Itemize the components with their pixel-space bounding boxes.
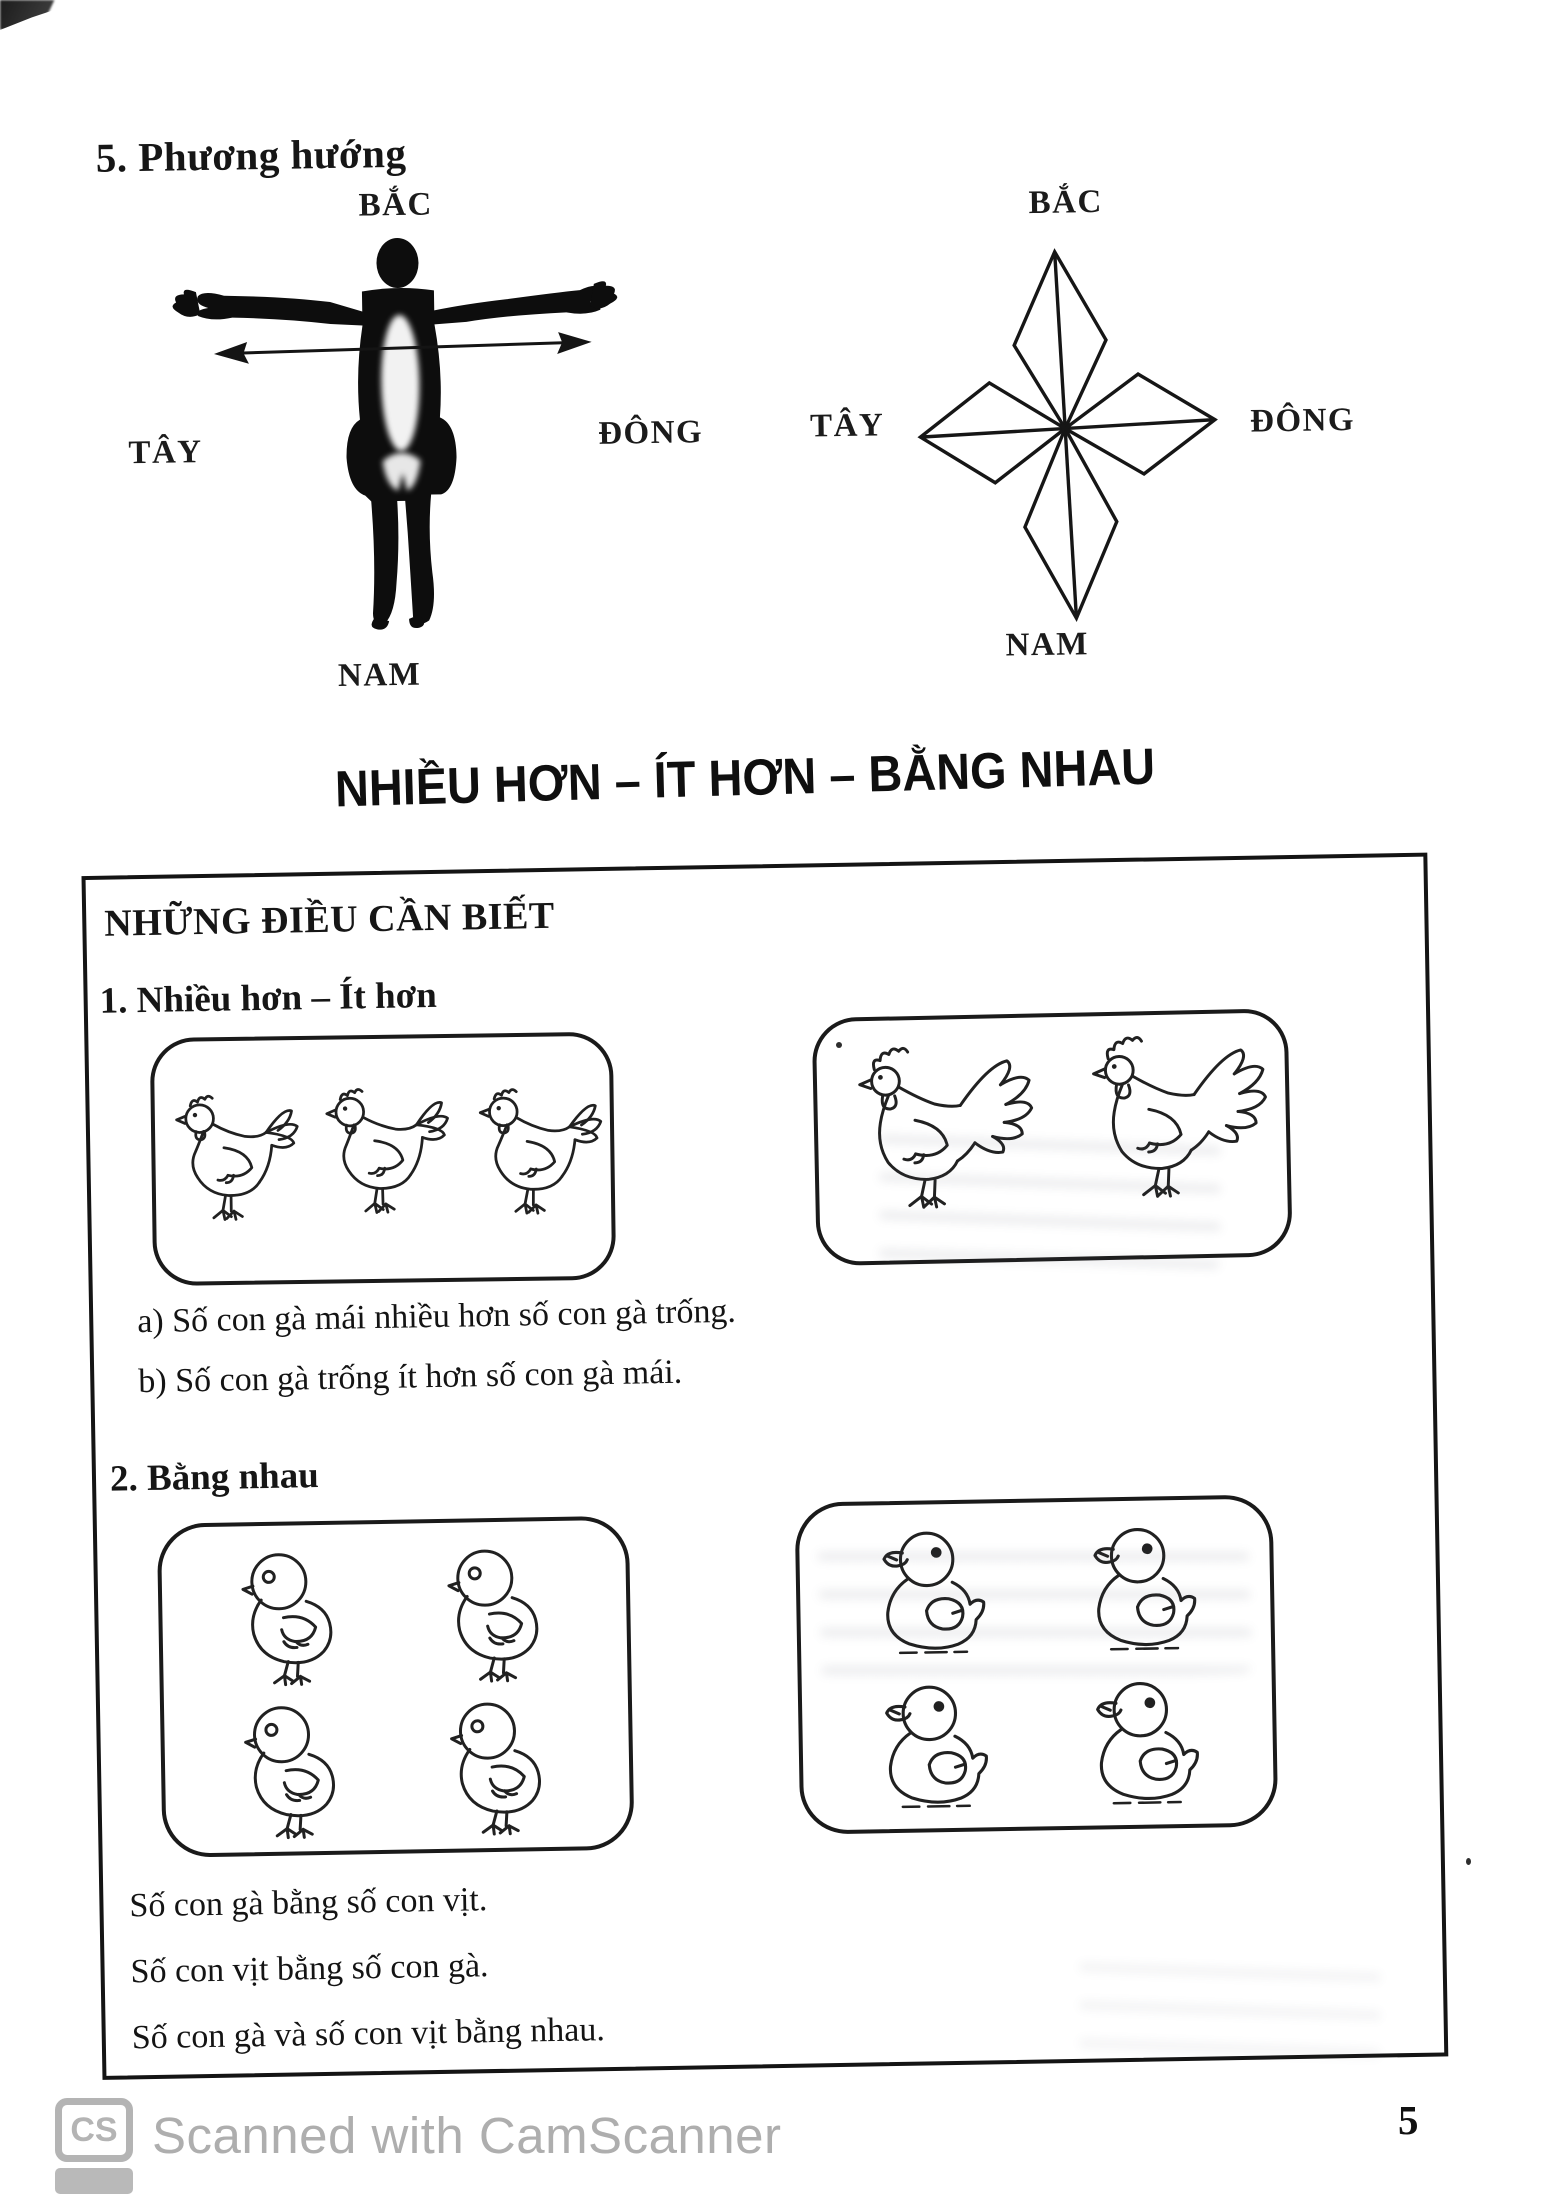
- chick-illustration: [435, 1536, 559, 1680]
- things-to-know-box: [81, 853, 1448, 2080]
- camscanner-icon: [55, 2098, 133, 2162]
- section2-heading: 2. Bằng nhau: [109, 1455, 320, 1500]
- scan-speck: [1466, 1858, 1471, 1865]
- body-east-label: ĐÔNG: [597, 414, 704, 452]
- section1-heading: 1. Nhiều hơn – Ít hơn: [99, 974, 438, 1022]
- chicks-picture-box: [157, 1516, 635, 1858]
- body-west-label: TÂY: [128, 434, 203, 472]
- camscanner-icon-letters: CS: [70, 2110, 118, 2149]
- chick-illustration: [229, 1540, 353, 1684]
- ink-bleed-smudge: [880, 1120, 1220, 1270]
- statement-equal-1: Số con gà bằng số con vịt.: [129, 1881, 488, 1925]
- scan-corner-artifact: [0, 0, 84, 30]
- scan-speck: [836, 1042, 842, 1048]
- camscanner-icon-base: [55, 2168, 133, 2194]
- hens-picture-box: [150, 1032, 616, 1286]
- body-north-label: BẮC: [358, 186, 434, 224]
- ink-bleed-smudge: [1080, 1950, 1380, 2060]
- directions-section: [65, 104, 1494, 736]
- human-figure-diagram: [165, 230, 611, 637]
- hen-illustration: [312, 1077, 455, 1231]
- hen-illustration: [161, 1085, 301, 1237]
- chick-illustration: [438, 1689, 562, 1833]
- hen-illustration: [465, 1080, 604, 1230]
- statement-equal-3: Số con gà và số con vịt bằng nhau.: [131, 2011, 606, 2057]
- chick-illustration: [232, 1693, 356, 1837]
- statement-more-than: a) Số con gà mái nhiều hơn số con gà trống.: [136, 1292, 737, 1341]
- statement-equal-2: Số con vịt bằng số con gà.: [130, 1947, 489, 1991]
- body-south-label: NAM: [337, 656, 422, 694]
- rubber-duck-illustration: [868, 1671, 996, 1815]
- rubber-duck-illustration: [1079, 1668, 1207, 1812]
- compass-east-label: ĐÔNG: [1249, 401, 1356, 440]
- page-number: 5: [1398, 2097, 1419, 2143]
- ink-bleed-smudge: [818, 1523, 1253, 1688]
- compass-south-label: NAM: [1005, 626, 1090, 664]
- box-heading: NHỮNG ĐIỀU CẦN BIẾT: [103, 894, 556, 945]
- compass-rose-diagram: [884, 219, 1247, 638]
- statement-less-than: b) Số con gà trống ít hơn số con gà mái.: [138, 1353, 683, 1401]
- lesson-title: NHIỀU HƠN – ÍT HƠN – BẰNG NHAU: [334, 737, 1156, 818]
- camscanner-watermark: Scanned with CamScanner: [152, 2107, 782, 2164]
- compass-west-label: TÂY: [809, 407, 885, 445]
- compass-north-label: BẮC: [1028, 183, 1104, 222]
- section-heading: 5. Phương hướng: [95, 129, 407, 181]
